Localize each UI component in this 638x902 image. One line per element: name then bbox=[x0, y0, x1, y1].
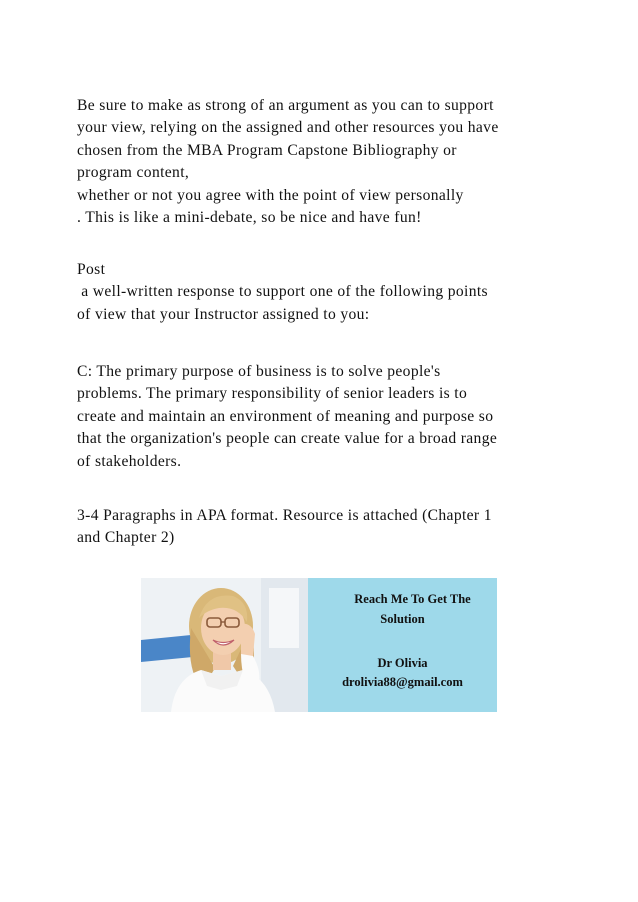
text-line: that the organization's people can create value for a broad range bbox=[77, 430, 498, 448]
text-line: whether or not you agree with the point of view personally bbox=[77, 186, 464, 204]
text-line: Be sure to make as strong of an argument as you can to support bbox=[77, 97, 494, 114]
paragraph-post bbox=[77, 259, 577, 326]
text-line: Post bbox=[77, 261, 106, 278]
text-line: . This is like a mini-debate, so be nice and have fun! bbox=[77, 209, 422, 227]
ad-banner bbox=[141, 578, 497, 712]
text-line: create and maintain an environment of meaning and purpose so bbox=[77, 407, 494, 425]
paragraph-format bbox=[77, 505, 577, 550]
ad-contact-email: drolivia88@gmail.com bbox=[342, 675, 463, 689]
text-line: and Chapter 2) bbox=[77, 529, 175, 547]
smiling-woman-photo bbox=[141, 578, 308, 712]
ad-contact-name: Dr Olivia bbox=[377, 656, 428, 670]
text-line: problems. The primary responsibility of senior leaders is to bbox=[77, 385, 468, 403]
text-line: your view, relying on the assigned and other resources you have bbox=[77, 119, 499, 137]
text-line: C: The primary purpose of business is to solve people's bbox=[77, 363, 441, 380]
text-line: chosen from the MBA Program Capstone Bibliography or bbox=[77, 141, 457, 159]
paragraph-instructions bbox=[77, 95, 577, 229]
text-line: of view that your Instructor assigned to you: bbox=[77, 305, 370, 323]
ad-headline: Reach Me To Get The bbox=[354, 592, 471, 606]
paragraph-point-of-view bbox=[77, 361, 577, 473]
text-line: 3-4 Paragraphs in APA format. Resource is attached (Chapter 1 bbox=[77, 507, 492, 524]
ad-contact-panel bbox=[308, 578, 497, 712]
text-line: of stakeholders. bbox=[77, 452, 182, 470]
text-line: program content, bbox=[77, 164, 190, 182]
text-line: a well-written response to support one of the following points bbox=[77, 283, 488, 301]
ad-headline-2: Solution bbox=[380, 612, 425, 626]
